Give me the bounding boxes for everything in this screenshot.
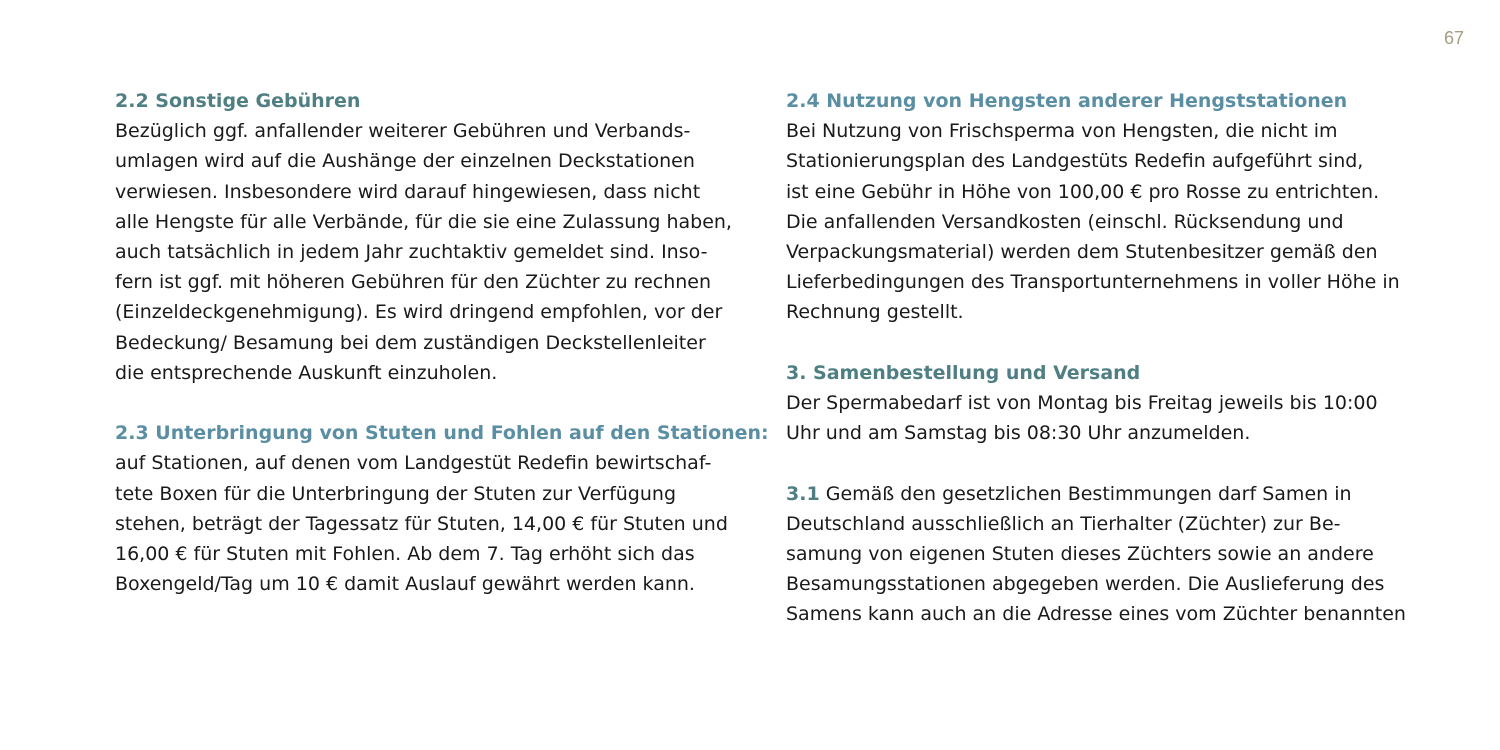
- body-text: Gemäß den gesetzlichen Bestimmungen darf Samen in: [825, 482, 1352, 505]
- body-line: Der Spermabedarf ist von Montag bis Freitag jeweils bis 10:00: [786, 392, 1378, 415]
- body-line: Bezüglich ggf. anfallender weiterer Gebühren und Verbands-: [115, 120, 691, 143]
- body-line: (Einzeldeckgenehmigung). Es wird dringend empfohlen, vor der: [115, 301, 723, 324]
- body-line: ist eine Gebühr in Höhe von 100,00 € pro Rosse zu entrichten.: [786, 180, 1380, 203]
- body-line: [786, 479, 1456, 509]
- body-line: die entsprechende Auskunft einzuholen.: [115, 361, 498, 384]
- body-line: Samens kann auch an die Adresse eines vom Züchter benannten: [786, 603, 1406, 626]
- section-2-4: [786, 86, 1456, 328]
- body-line: verwiesen. Insbesondere wird darauf hingewiesen, dass nicht: [115, 180, 701, 203]
- body-line: Verpackungsmaterial) werden dem Stutenbesitzer gemäß den: [786, 241, 1378, 264]
- body-line: Uhr und am Samstag bis 08:30 Uhr anzumelden.: [786, 422, 1251, 445]
- body-line: auf Stationen, auf denen vom Landgestüt Redefin bewirtschaf-: [115, 452, 712, 475]
- section-heading: 2.4 Nutzung von Hengsten anderer Hengststationen: [786, 90, 1348, 112]
- body-line: samung von eigenen Stuten dieses Züchters sowie an andere: [786, 543, 1374, 566]
- body-line: auch tatsächlich in jedem Jahr zuchtaktiv gemeldet sind. Inso-: [115, 241, 708, 264]
- body-line: Lieferbedingungen des Transportunternehmens in voller Höhe in: [786, 271, 1400, 294]
- body-line: Besamungsstationen abgegeben werden. Die Auslieferung des: [786, 573, 1385, 596]
- body-line: Die anfallenden Versandkosten (einschl. Rücksendung und: [786, 210, 1344, 233]
- section-3-1: [786, 479, 1456, 630]
- section-2-2: [115, 86, 775, 388]
- body-line: Boxengeld/Tag um 10 € damit Auslauf gewährt werden kann.: [115, 573, 695, 596]
- body-line: alle Hengste für alle Verbände, für die sie eine Zulassung haben,: [115, 210, 732, 233]
- body-line: Stationierungsplan des Landgestüts Redefin aufgeführt sind,: [786, 150, 1364, 173]
- body-line: Deutschland ausschließlich an Tierhalter (Züchter) zur Be-: [786, 512, 1341, 535]
- section-heading: 2.3 Unterbringung von Stuten und Fohlen auf den Stationen:: [115, 422, 769, 445]
- body-line: Bedeckung/ Besamung bei dem zuständigen Deckstellenleiter: [115, 331, 706, 354]
- section-2-3: [115, 418, 775, 599]
- section-heading: 3. Samenbestellung und Versand: [786, 361, 1141, 384]
- right-column: [786, 86, 1456, 660]
- section-heading: 2.2 Sonstige Gebühren: [115, 90, 361, 112]
- body-line: fern ist ggf. mit höheren Gebühren für den Züchter zu rechnen: [115, 271, 712, 294]
- body-line: umlagen wird auf die Aushänge der einzelnen Deckstationen: [115, 150, 695, 173]
- page-number: 67: [1443, 28, 1464, 48]
- body-line: Rechnung gestellt.: [786, 301, 964, 324]
- section-3: [786, 358, 1456, 449]
- body-line: Bei Nutzung von Frischsperma von Hengsten, die nicht im: [786, 120, 1338, 143]
- body-line: 16,00 € für Stuten mit Fohlen. Ab dem 7. Tag erhöht sich das: [115, 543, 695, 566]
- body-line: stehen, beträgt der Tagessatz für Stuten, 14,00 € für Stuten und: [115, 512, 728, 535]
- left-column: [115, 86, 775, 630]
- section-number: 3.1: [786, 482, 820, 505]
- body-line: tete Boxen für die Unterbringung der Stuten zur Verfügung: [115, 482, 677, 505]
